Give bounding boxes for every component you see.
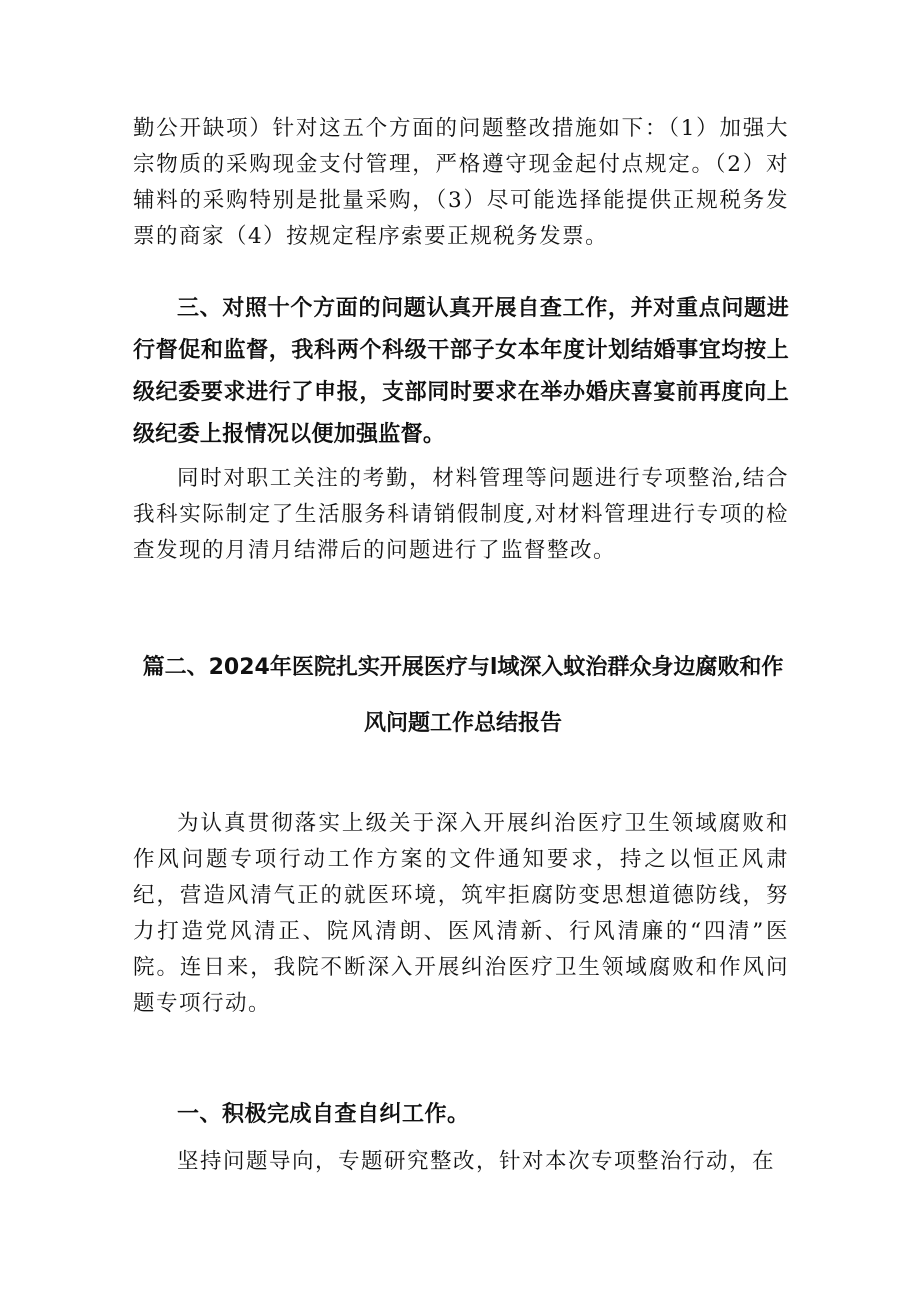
section-three-paragraph: 三、对照十个方面的问题认真开展自查工作，并对重点问题进行督促和监督，我科两个科级干部子女本年度计划结婚事宜均按上级纪委要求进行了申报，支部同时要求在举办婚庆喜宴前再度向上级纪委上报情况以便加强监督。 xyxy=(133,296,789,447)
subheading-self-inspection: 一、积极完成自查自纠工作。 xyxy=(177,1102,470,1127)
paragraph-introduction: 为认真贯彻落实上级关于深入开展纠治医疗卫生领域腐败和作风问题专项行动工作方案的文件通知要求，持之以恒正风肃纪，营造风清气正的就医环境，筑牢拒腐防变思想道德防线，努力打造党风清正、院风清朗、医风清新、行风清廉的“四清”医院。连日来，我院不断深入开展纠治医疗卫生领域腐败和作风问题专项行动。 xyxy=(133,811,789,1016)
paragraph-special-rectification: 同时对职工关注的考勤，材料管理等问题进行专项整治,结合我科实际制定了生活服务科请销假制度,对材料管理进行专项的检查发现的月清月结滞后的问题进行了监督整改。 xyxy=(133,466,789,563)
paragraph-rectification-measures: 勤公开缺项）针对这五个方面的问题整改措施如下：（1）加强大宗物质的采购现金支付管理，严格遵守现金起付点规定。（2）对辅料的采购特别是批量采购，（3）尽可能选择能提供正规税务发票的商家（4）按规定程序索要正规税务发票。 xyxy=(133,116,789,249)
article-title: 篇二、2024年医院扎实开展医疗与l域深入蚊治群众身边腐败和作风问题工作总结报告 xyxy=(142,655,784,736)
paragraph-problem-orientation: 坚持问题导向，专题研究整改，针对本次专项整治行动，在 xyxy=(177,1149,776,1174)
